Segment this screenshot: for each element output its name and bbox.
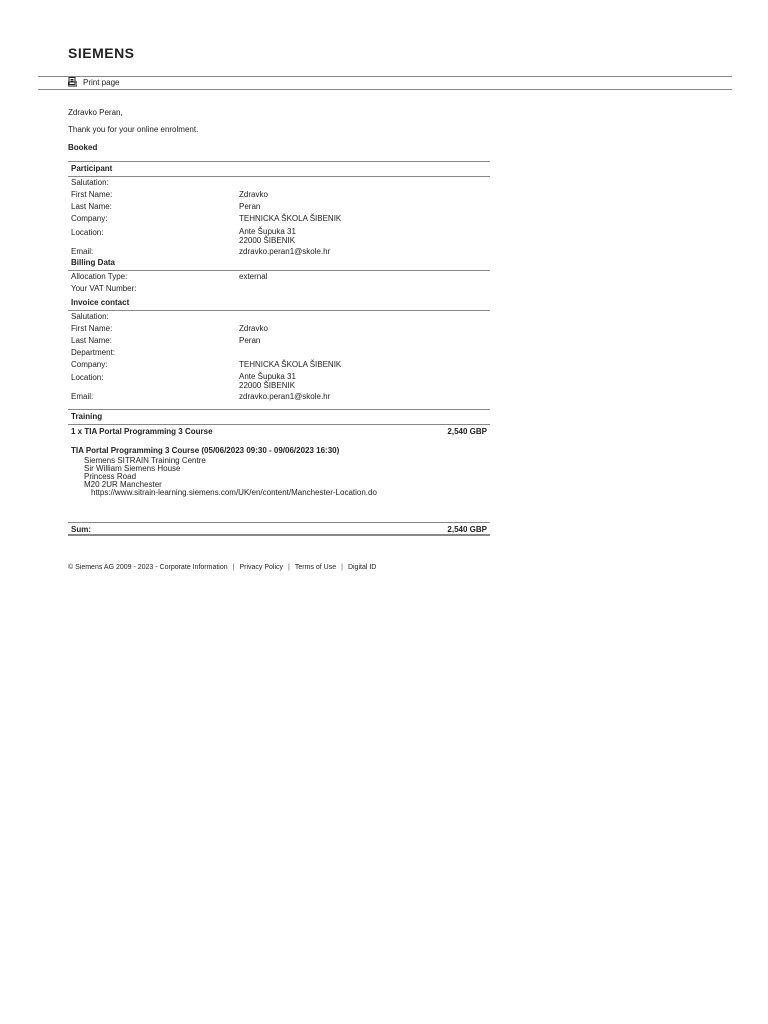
- participant-title: Participant: [68, 161, 490, 177]
- invoice-contact-title: Invoice contact: [68, 296, 490, 311]
- field-label: Company:: [71, 214, 108, 223]
- privacy-policy-link[interactable]: Privacy Policy: [239, 564, 284, 571]
- print-page-label: Print page: [83, 77, 120, 87]
- corporate-information-link[interactable]: © Siemens AG 2009 - 2023 - Corporate Information: [68, 564, 228, 571]
- invoice-row: [68, 335, 490, 347]
- venue-line: Siemens SITRAIN Training Centre: [84, 456, 206, 465]
- field-value: [239, 283, 490, 295]
- address-line: Ante Šupuka 31: [239, 227, 296, 236]
- billing-section: [68, 256, 490, 295]
- sum-row: [68, 522, 490, 536]
- field-label: First Name:: [71, 324, 113, 333]
- address-line: 22000 ŠIBENIK: [239, 236, 296, 245]
- greeting: Zdravko Peran,: [68, 108, 123, 117]
- printer-icon: [68, 77, 77, 87]
- venue-line: Sir William Siemens House: [84, 464, 181, 473]
- venue-line: M20 2UR Manchester: [84, 480, 162, 489]
- footer-separator: |: [232, 564, 235, 571]
- header-divider: [38, 76, 732, 77]
- footer-separator: |: [288, 564, 290, 571]
- billing-row: [68, 271, 490, 283]
- invoice-row: [68, 347, 490, 359]
- field-value: Zdravko: [239, 324, 268, 333]
- training-title: Training: [68, 409, 490, 425]
- field-value: Peran: [239, 336, 261, 345]
- field-value: [239, 372, 490, 391]
- field-value: TEHNICKA ŠKOLA ŠIBENIK: [239, 214, 342, 223]
- field-value: [239, 311, 490, 323]
- field-label: Salutation:: [71, 178, 109, 187]
- venue-url-link[interactable]: https://www.sitrain-learning.siemens.com/UK/en/content/Manchester-Location.do: [91, 488, 377, 497]
- header-divider-bottom: [38, 89, 732, 90]
- participant-section: [68, 161, 490, 257]
- field-label: Company:: [71, 360, 108, 369]
- training-item-price: 2,540 GBP: [447, 427, 487, 436]
- course-details: [68, 447, 490, 497]
- venue-line: Princess Road: [84, 472, 137, 481]
- field-value: zdravko.peran1@skole.hr: [239, 247, 331, 256]
- invoice-row: [68, 359, 490, 371]
- participant-row: [68, 225, 490, 246]
- field-value: TEHNICKA ŠKOLA ŠIBENIK: [239, 360, 342, 369]
- footer-separator: |: [341, 564, 343, 571]
- sum-label: Sum:: [71, 525, 91, 534]
- billing-row: [68, 283, 490, 295]
- invoice-row: [68, 311, 490, 323]
- invoice-row: [68, 391, 490, 403]
- training-item-name: 1 x TIA Portal Programming 3 Course: [71, 427, 213, 436]
- sum-value: 2,540 GBP: [447, 525, 487, 534]
- field-label: Last Name:: [71, 202, 112, 211]
- booking-status: Booked: [68, 143, 98, 152]
- field-value: Zdravko: [239, 190, 268, 199]
- field-label: Location:: [71, 373, 104, 382]
- siemens-logo: SIEMENS: [68, 45, 135, 61]
- address-line: 22000 ŠIBENIK: [239, 381, 296, 390]
- field-value: [239, 177, 490, 189]
- field-value: external: [239, 272, 268, 281]
- participant-row: [68, 213, 490, 225]
- field-label: Last Name:: [71, 336, 112, 345]
- participant-row: [68, 201, 490, 213]
- field-label: Your VAT Number:: [71, 284, 137, 293]
- field-label: Email:: [71, 392, 94, 401]
- print-page-link[interactable]: [68, 77, 119, 87]
- field-label: Salutation:: [71, 312, 109, 321]
- invoice-contact-section: [68, 296, 490, 403]
- field-label: Department:: [71, 348, 116, 357]
- field-label: Allocation Type:: [71, 272, 128, 281]
- field-label: Location:: [71, 228, 104, 237]
- invoice-row: [68, 371, 490, 391]
- billing-title: Billing Data: [68, 256, 490, 271]
- terms-of-use-link[interactable]: Terms of Use: [294, 564, 337, 571]
- participant-row: [68, 189, 490, 201]
- field-value: [239, 227, 490, 246]
- participant-row: [68, 177, 490, 189]
- field-label: First Name:: [71, 190, 113, 199]
- field-value: [239, 347, 490, 359]
- thank-you-text: Thank you for your online enrolment.: [68, 125, 199, 134]
- invoice-row: [68, 323, 490, 335]
- footer: [68, 564, 376, 571]
- field-label: Email:: [71, 247, 94, 256]
- digital-id-link[interactable]: Digital ID: [347, 564, 377, 571]
- course-title: TIA Portal Programming 3 Course (05/06/2023 09:30 - 09/06/2023 16:30): [71, 446, 340, 455]
- address-line: Ante Šupuka 31: [239, 372, 296, 381]
- training-item-row: [68, 425, 490, 439]
- field-value: Peran: [239, 202, 261, 211]
- training-section: [68, 409, 490, 497]
- field-value: zdravko.peran1@skole.hr: [239, 392, 331, 401]
